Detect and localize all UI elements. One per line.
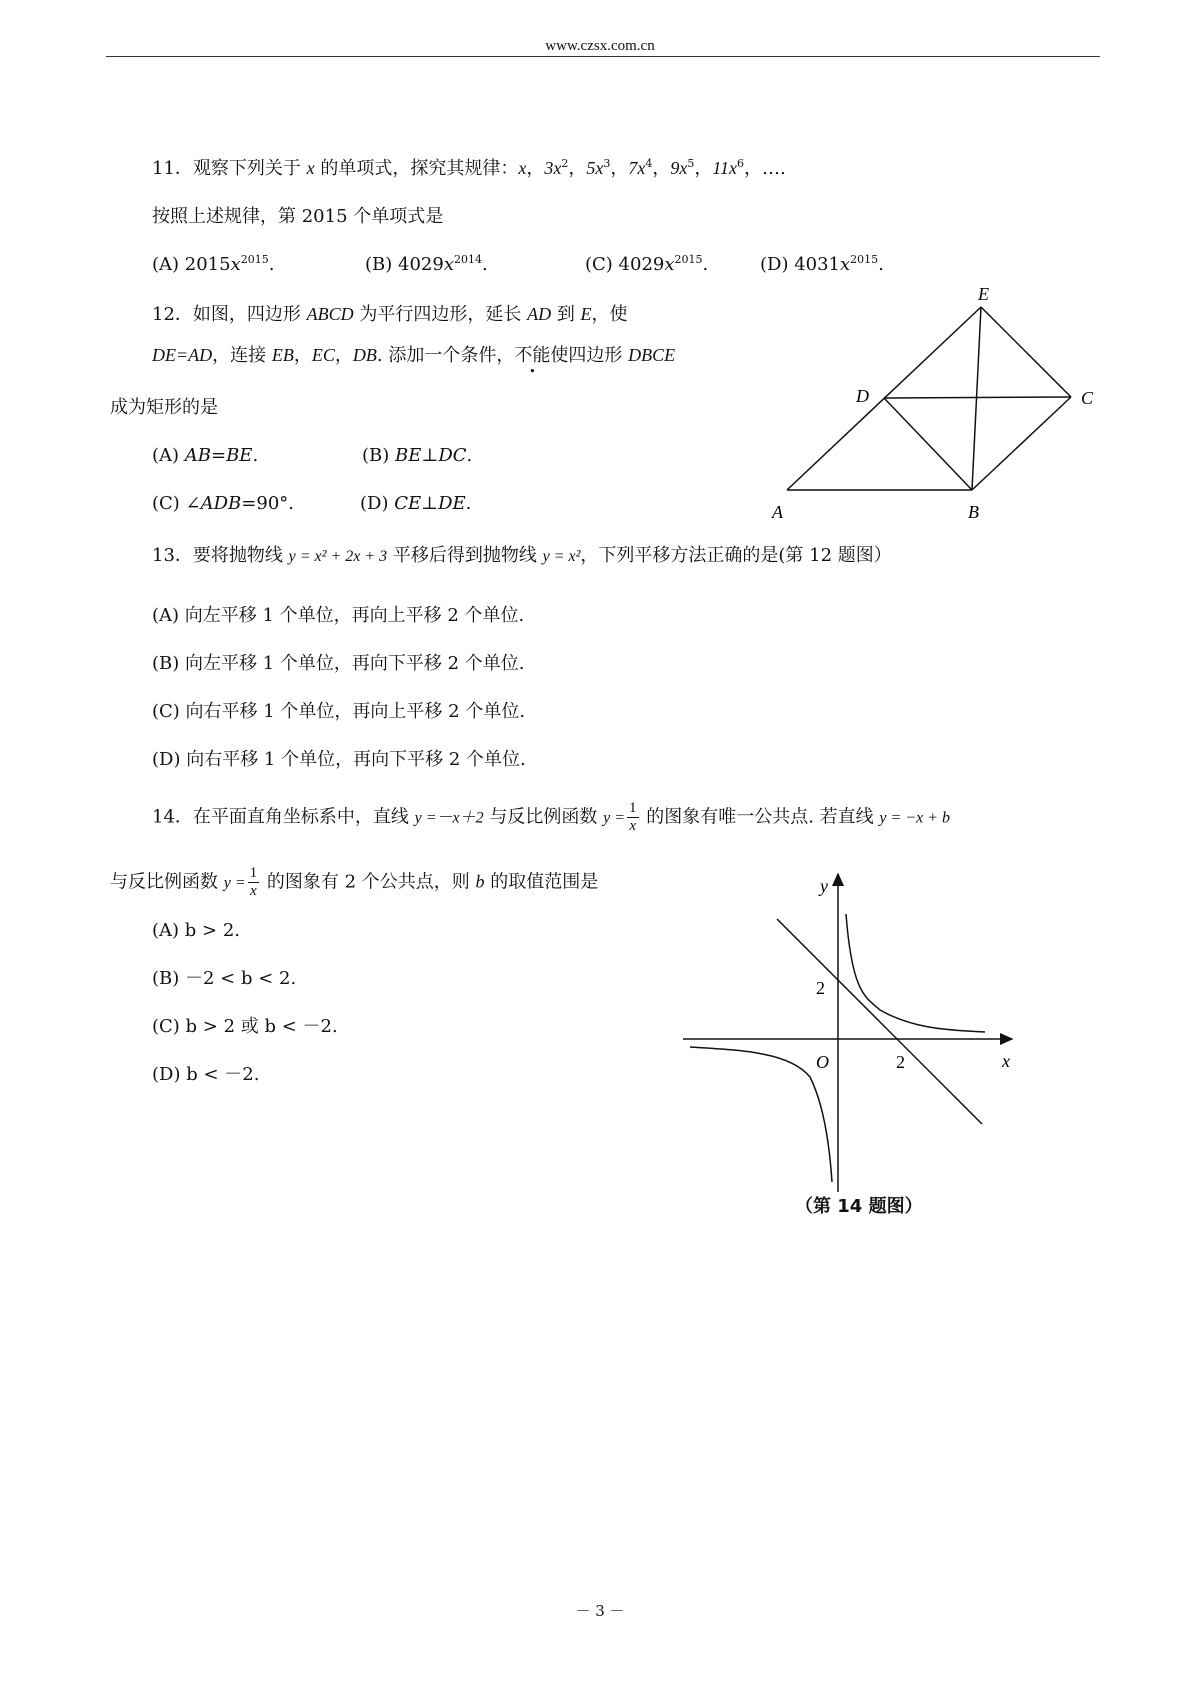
q11-lead: 11．观察下列关于 bbox=[152, 158, 307, 179]
q13-text: 平移后得到抛物线 bbox=[387, 545, 543, 566]
q14-text: 与反比例函数 bbox=[483, 806, 604, 828]
opt-end: . bbox=[268, 254, 275, 275]
q12-text: 到 bbox=[551, 304, 581, 325]
label-d: D bbox=[856, 386, 869, 406]
y-tick-2: 2 bbox=[816, 978, 825, 998]
line-dc bbox=[884, 397, 1071, 398]
q11-option-d bbox=[760, 252, 884, 278]
q12-line2 bbox=[152, 342, 675, 369]
q14-text: 的图象有 2 个公共点，则 bbox=[261, 871, 476, 893]
opt-end: . bbox=[465, 493, 472, 514]
opt-end: . bbox=[702, 254, 709, 275]
q14-option-c: (C) b > 2 或 b < －2. bbox=[152, 1016, 338, 1037]
q12-text: . 添加一个条件， bbox=[376, 345, 515, 366]
q13-option-a: (A) 向左平移 1 个单位，再向上平移 2 个单位. bbox=[152, 605, 525, 626]
line-y-neg-x-plus-2 bbox=[777, 919, 982, 1124]
opt-end: . bbox=[252, 445, 259, 466]
q12-var: DB bbox=[352, 345, 377, 365]
q12-parallelogram-figure bbox=[760, 280, 1100, 530]
opt-var: ADB bbox=[200, 493, 242, 514]
q14-text: 14．在平面直角坐标系中，直线 bbox=[152, 806, 415, 828]
q11-exp: 6 bbox=[737, 157, 745, 170]
label-c: C bbox=[1081, 388, 1094, 408]
q13-text: 13．要将抛物线 bbox=[152, 545, 289, 566]
q12-text: ， bbox=[334, 345, 353, 366]
q14-option-b: (B) －2 < b < 2. bbox=[152, 968, 297, 989]
q11-term: 9x bbox=[670, 158, 688, 178]
axis-label-x: x bbox=[1002, 1051, 1010, 1071]
q12-text: ，使 bbox=[591, 304, 628, 325]
axis-label-y: y bbox=[820, 876, 828, 896]
label-e: E bbox=[978, 284, 989, 304]
header-rule bbox=[106, 56, 1100, 57]
q12-var: E bbox=[580, 304, 592, 324]
page-number: － 3 － bbox=[575, 1602, 625, 1620]
opt-var: CE bbox=[394, 493, 422, 514]
q12-var: EB bbox=[271, 345, 294, 365]
opt-label: (A) bbox=[152, 445, 185, 466]
q11-line1: 11．观察下列关于 x 的单项式，探究其规律：x，$3x^2$，$5x^3$，$7x^4$，$9x^5$，$11x^6$，…. bbox=[152, 157, 786, 179]
q12-line3: 成为矩形的是 bbox=[110, 397, 218, 418]
label-b: B bbox=[968, 502, 979, 522]
q14-line-eq2: y = −x + b bbox=[879, 809, 950, 827]
hyperbola-branch-left bbox=[690, 1047, 832, 1182]
q14-text: 与反比例函数 bbox=[110, 871, 224, 893]
q12-option-d bbox=[360, 491, 471, 517]
opt-label: (B) 4029 bbox=[365, 254, 444, 275]
opt-var: AB=BE bbox=[184, 445, 253, 466]
q12-option-a bbox=[152, 443, 258, 469]
opt-label: (D) 4031 bbox=[760, 254, 841, 275]
origin-label: O bbox=[816, 1052, 829, 1072]
opt-var: x bbox=[664, 254, 675, 275]
q14-graph-figure bbox=[680, 862, 1020, 1192]
q12-text: ， bbox=[293, 345, 312, 366]
q14-func: y = bbox=[223, 874, 246, 892]
q12-line1 bbox=[152, 301, 628, 328]
opt-end: . bbox=[481, 254, 488, 275]
opt-var: DE bbox=[438, 493, 466, 514]
q12-text: 12．如图，四边形 bbox=[152, 304, 307, 325]
q13-option-d: (D) 向右平移 1 个单位，再向下平移 2 个单位. bbox=[152, 749, 526, 770]
q11-var: x bbox=[306, 158, 315, 178]
q11-exp: 5 bbox=[687, 157, 695, 170]
label-a: A bbox=[772, 502, 783, 522]
q13-eq1: y = x² + 2x + 3 bbox=[288, 548, 388, 565]
opt-var: DC bbox=[438, 445, 467, 466]
opt-exp: 2015 bbox=[674, 253, 703, 266]
q11-option-b bbox=[365, 252, 488, 278]
opt-end: . bbox=[466, 445, 473, 466]
q14-option-a: (A) b > 2. bbox=[152, 920, 240, 941]
opt-label: (C) 4029 bbox=[585, 254, 665, 275]
opt-end: =90°. bbox=[241, 493, 295, 514]
frac-num: 1 bbox=[629, 800, 637, 816]
q12-text: 为平行四边形，延长 bbox=[353, 304, 528, 325]
site-header: www.czsx.com.cn bbox=[545, 38, 655, 54]
q14-fraction bbox=[627, 800, 639, 835]
frac-num: 1 bbox=[249, 865, 258, 881]
q11-term: 7x bbox=[628, 158, 646, 178]
q11-mid: 的单项式，探究其规律： bbox=[314, 158, 519, 179]
q11-exp: 2 bbox=[561, 157, 569, 170]
line-ec bbox=[981, 307, 1071, 397]
q12-var: ABCD bbox=[306, 304, 354, 324]
q11-option-c bbox=[585, 252, 708, 278]
q12-option-b bbox=[362, 443, 472, 469]
q13-line1 bbox=[152, 543, 892, 570]
q11-line2: 按照上述规律，第 2015 个单项式是 bbox=[152, 206, 444, 227]
q12-text: 使四边形 bbox=[550, 345, 629, 366]
q13-eq2: y = x² bbox=[542, 548, 581, 565]
q14-fraction bbox=[248, 865, 260, 900]
opt-var: BE bbox=[395, 445, 422, 466]
opt-var: x bbox=[840, 254, 851, 275]
q12-var: EC bbox=[311, 345, 335, 365]
q11-tail: ，…. bbox=[744, 158, 786, 179]
q12-emphasis: 不能 bbox=[514, 345, 551, 366]
opt-text: ⊥ bbox=[421, 445, 439, 466]
q11-term: x bbox=[518, 158, 527, 178]
q13-text: ，下列平移方法正确的是 bbox=[580, 545, 779, 566]
hyperbola-branch-right bbox=[846, 914, 985, 1032]
x-tick-2: 2 bbox=[896, 1052, 905, 1072]
opt-label: (B) bbox=[362, 445, 395, 466]
q14-var: b bbox=[475, 871, 485, 892]
q11-term: 5x bbox=[586, 158, 604, 178]
opt-exp: 2015 bbox=[240, 253, 269, 266]
q14-line-eq: y =－x＋2 bbox=[414, 809, 484, 827]
q11-exp: 3 bbox=[603, 157, 611, 170]
q12-text: ，连接 bbox=[212, 345, 272, 366]
q14-text: 的取值范围是 bbox=[484, 871, 599, 893]
opt-label: (C) ∠ bbox=[152, 493, 201, 514]
line-eb bbox=[972, 307, 981, 490]
q14-line2 bbox=[110, 865, 598, 900]
q14-func: y = bbox=[603, 809, 625, 827]
frac-den: x bbox=[250, 883, 257, 899]
opt-var: x bbox=[443, 254, 454, 275]
opt-end: . bbox=[878, 254, 884, 275]
q12-figure-caption: (第 12 题图） bbox=[778, 545, 892, 566]
q13-option-c: (C) 向右平移 1 个单位，再向上平移 2 个单位. bbox=[152, 701, 526, 722]
frac-den: x bbox=[629, 818, 637, 834]
q12-var: AD bbox=[527, 304, 552, 324]
line-db bbox=[884, 398, 972, 490]
opt-exp: 2014 bbox=[453, 253, 482, 266]
q11-term: 3x bbox=[544, 158, 562, 178]
q12-var: DE=AD bbox=[152, 345, 213, 365]
opt-var: x bbox=[230, 254, 241, 275]
opt-exp: 2015 bbox=[850, 253, 879, 266]
opt-label: (D) bbox=[360, 493, 395, 514]
q11-term: 11x bbox=[712, 158, 738, 178]
q12-option-c bbox=[152, 491, 294, 517]
q14-line1 bbox=[152, 800, 950, 835]
q14-text: 的图象有唯一公共点. 若直线 bbox=[640, 806, 880, 828]
q11-exp: 4 bbox=[645, 157, 653, 170]
opt-label: (A) 2015 bbox=[152, 254, 231, 275]
q11-option-a bbox=[152, 252, 274, 278]
line-bc bbox=[972, 397, 1071, 490]
q14-option-d: (D) b < －2. bbox=[152, 1064, 260, 1085]
opt-text: ⊥ bbox=[421, 493, 439, 514]
q13-option-b: (B) 向左平移 1 个单位，再向下平移 2 个单位. bbox=[152, 653, 525, 674]
q12-var: DBCE bbox=[628, 345, 676, 365]
q14-figure-caption: （第 14 题图） bbox=[795, 1196, 923, 1217]
